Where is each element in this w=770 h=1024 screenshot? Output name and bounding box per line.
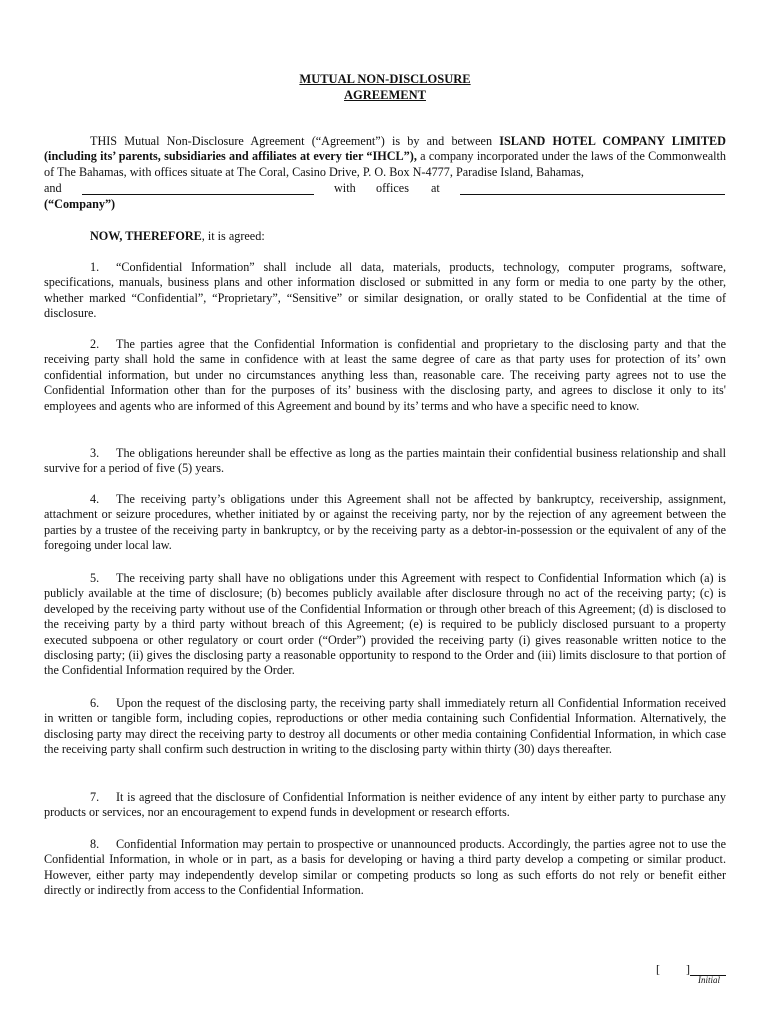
- clause-text: It is agreed that the disclosure of Confidential Information is neither evidence of any intent by either party to purchase any products or services, nor an encouragement to expend funds in development or research efforts.: [44, 790, 726, 820]
- clause-number: 5.: [90, 571, 100, 585]
- title-line-2: AGREEMENT: [344, 88, 426, 102]
- clause-text: The receiving party shall have no obligations under this Agreement with respect to Confidential Information which (a) is publicly available at the time of disclosure; (b) becomes publicly available after disclosure through no act of the receiving party; (c) is developed by the receiving party without use of the Confidential Information or through other breach of this Agreement; (d) is disclosed to the receiving party by a third party without breach of this Agreement; (e) is required to be publicly disclosed pursuant to a property executed subpoena or other regulatory or court order (“Order”) provided the receiving party (i) gives reasonable written notice to the disclosing party; (ii) gives the disclosing party a reasonable opportunity to respond to the Order and (iii) limits disclosure to that portion of the Confidential Information required by the Order.: [44, 571, 726, 678]
- intro-and: and: [44, 181, 62, 195]
- initial-box[interactable]: [656, 962, 726, 992]
- clause-7: [44, 790, 726, 821]
- initial-bracket-open: [: [656, 962, 660, 976]
- clause-4: [44, 492, 726, 554]
- clause-number: 4.: [90, 492, 100, 506]
- intro-paragraph: [44, 134, 726, 180]
- clause-number: 2.: [90, 337, 100, 351]
- intro-company-tag: (“Company”): [44, 197, 116, 211]
- clause-6: [44, 696, 726, 758]
- blank-company-name-line: [82, 194, 314, 195]
- clause-number: 7.: [90, 790, 100, 804]
- clause-text: The receiving party’s obligations under this Agreement shall not be affected by bankruptcy, receivership, assignment, attachment or seizure procedures, whether initiated by or against the receiving party, nor by the rejection of any agreement between the parties by a trustee of the receiving party in bankruptcy, or by the receiving party as a debtor-in-possession or the equivalent of any of the foregoing under local law.: [44, 492, 726, 553]
- intro-company-name: ISLAND HOTEL COMPANY LIMITED (including its’ parents, subsidiaries and affiliates at every tier “IHCL”),: [44, 134, 726, 164]
- initial-bracket-close: ]: [686, 962, 690, 976]
- therefore-rest: , it is agreed:: [201, 229, 265, 243]
- clause-1: [44, 260, 726, 322]
- clause-number: 8.: [90, 837, 100, 851]
- clause-text: Confidential Information may pertain to prospective or unannounced products. Accordingly, the parties agree not to use the Confidential Information, in whole or in part, as a basis for developing or having a third party develop a competing or similar product. However, either party may independently develop similar or competing products so long as such efforts do not rely or benefit either directly or indirectly from access to the Confidential Information.: [44, 837, 726, 898]
- therefore-line: [44, 229, 726, 244]
- clause-text: Upon the request of the disclosing party, the receiving party shall immediately return all Confidential Information received in written or tangible form, including copies, reproductions or other media containing such Confidential Information. Alternatively, the disclosing party may direct the receiving party to destroy all documents or other media containing Confidential Information, in which case the receiving party shall confirm such destruction in writing to the disclosing party within thirty (30) days thereafter.: [44, 696, 726, 757]
- intro-text-b: a company incorporated under the laws of the Commonwealth of The Bahamas, with offices situate at The Coral, Casino Drive, P. O. Box N-4777, Paradise Island, Bahamas,: [44, 149, 726, 179]
- clause-number: 6.: [90, 696, 100, 710]
- therefore-bold: NOW, THEREFORE: [90, 229, 202, 243]
- intro-with: with: [334, 181, 356, 195]
- clause-number: 1.: [90, 260, 100, 274]
- clause-5: [44, 571, 726, 679]
- intro-at: at: [431, 181, 440, 195]
- title-line-1: MUTUAL NON-DISCLOSURE: [299, 72, 471, 86]
- clause-text: The obligations hereunder shall be effective as long as the parties maintain their confidential business relationship and shall survive for a period of five (5) years.: [44, 446, 726, 476]
- clause-text: “Confidential Information” shall include all data, materials, products, technology, computer programs, software, specifications, manuals, business plans and other information disclosed or submitted in any form or media to one party by the other, whether marked “Confidential”, “Proprietary”, “Sensitive” or similar designation, or orally stated to be Confidential at the time of disclosure.: [44, 260, 726, 321]
- intro-text-a: THIS Mutual Non-Disclosure Agreement (“Agreement”) is by and between: [90, 134, 500, 148]
- clause-number: 3.: [90, 446, 100, 460]
- clause-2: [44, 337, 726, 414]
- intro-offices: offices: [376, 181, 409, 195]
- blank-address-line: [460, 194, 725, 195]
- clause-3: [44, 446, 726, 477]
- clause-text: The parties agree that the Confidential Information is confidential and proprietary to the disclosing party and that the receiving party shall hold the same in confidence with at least the same degree of care as that party uses for protection of its’ own confidential information, but under no circumstances anything less than, reasonable care. The receiving party agrees not to use the Confidential Information other than for the purposes of its’ business with the disclosing party, and agrees to disclose it only to its' employees and agents who are informed of this Agreement and bound by its’ terms and who have a specific need to know.: [44, 337, 726, 413]
- initial-label: Initial: [698, 975, 720, 985]
- clause-8: [44, 837, 726, 899]
